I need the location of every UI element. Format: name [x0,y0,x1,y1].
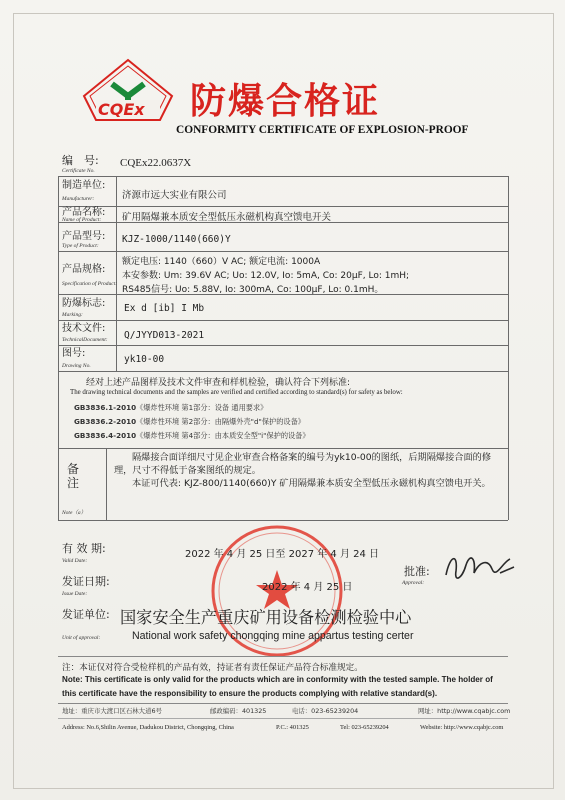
drawing-no-value: yk10-00 [124,354,165,365]
product-type-label: 产品型号: [62,231,106,242]
specification-label-en: Specification of Product: [62,281,118,287]
standard-desc: 《爆炸性环境 第1部分：设备 通用要求》 [136,403,268,412]
issue-value: 2022 年 4 月 25 日 [262,582,353,593]
product-name-label: 产品名称: [62,207,106,218]
certificate-no-label-en: Certificate No. [62,168,95,174]
manufacturer-value: 济源市远大实业有限公司 [122,190,227,201]
standard-desc: 《爆炸性环境 第4部分：由本质安全型"i"保护的设备》 [136,431,310,440]
standard-code: GB3836.2-2010 [74,417,137,426]
notes-label-en: Note（a） [62,510,87,516]
contact-web-en: Website: http://www.cqabjc.com [420,724,504,731]
issuer-name-cn: 国家安全生产重庆矿用设备检测检验中心 [120,608,412,627]
contact-address-en: Address: No.6,Shilin Avenue, Dadukou District, Chongqing, China [62,724,234,731]
contact-web-cn: 网址：http://www.cqabjc.com [418,707,511,715]
tech-docs-label-en: TechnicalDocument: [62,337,108,343]
drawing-no-label: 图号: [62,348,86,359]
product-type-value: KJZ-1000/1140(660)Y [122,234,231,245]
standard-code: GB3836.4-2010 [74,431,137,440]
statement-cn: 经对上述产品图样及技术文件审查和样机检验，确认符合下列标准: [86,378,351,388]
notes-label: 备 注 [66,462,92,490]
certificate-no-value: CQEx22.0637X [120,157,192,169]
standard-code: GB3836.1-2010 [74,403,137,412]
product-name-label-en: Name of Product: [62,217,102,223]
certificate-no-label: 编 号: [62,154,99,167]
footer-note-cn: 注：本证仅对符合受检样机的产品有效，持证者有责任保证产品符合标准规定。 [62,663,363,673]
statement-en: The drawing technical documents and the samples are verified and certified according to standard(s) for safety as below: [70,389,403,396]
notes-text-2: 本证可代表: KJZ-800/1140(660)Y 矿用隔爆兼本质安全型低压永磁机构真空馈电开关。 [132,478,491,489]
contact-postcode-en: P.C.: 401325 [276,724,309,731]
specification-label: 产品规格: [62,264,106,275]
contact-address-cn: 地址：重庆市大渡口区石林大道6号 [62,707,162,715]
issuer-label-en: Unit of approval: [62,635,101,641]
issuer-label: 发证单位: [62,608,110,621]
marking-label-en: Marking: [62,312,83,318]
footer-note-en-2: this certificate have the responsibility to ensure the products complying with relative standard(s). [62,689,438,698]
marking-value: Ex d [ib] I Mb [124,303,205,314]
spec-line-2: 本安参数: Um: 39.6V AC; Uo: 12.0V, Io: 5mA, Co: 20μF, Lo: 1mH; [122,271,410,281]
tech-docs-value: Q/JYYD013-2021 [124,330,205,341]
validity-value: 2022 年 4 月 25 日至 2027 年 4 月 24 日 [185,549,380,560]
contact-postcode-cn: 邮政编码：401325 [210,707,267,715]
spec-line-3: RS485信号: Uo: 5.88V, Io: 300mA, Co: 100μF, Lo: 0.1mH。 [122,285,384,295]
approval-signature-icon [440,545,520,589]
drawing-no-label-en: Drawing No. [62,363,91,369]
issue-label: 发证日期: [62,575,110,588]
manufacturer-label: 制造单位: [62,180,106,191]
title-en: CONFORMITY CERTIFICATE OF EXPLOSION-PROOF [176,124,469,136]
issue-label-en: Issue Date: [62,591,88,597]
tech-docs-label: 技术文件: [62,323,106,334]
notes-text-1: 隔爆接合面详细尺寸见企业审查合格备案的编号为yk10-00的图纸，后期隔爆接合面的修理，尺寸不得低于备案图纸的规定。 [114,452,492,476]
approval-label-en: Approval: [402,580,425,586]
marking-label: 防爆标志: [62,298,106,309]
logo-text: CQEx [98,100,145,119]
validity-label: 有 效 期: [62,542,106,555]
footer-note-en-1: Note: This certificate is only valid for the products which are in conformity with the tested sample. The holder of [62,675,493,684]
spec-line-1: 额定电压: 1140（660）V AC; 额定电流: 1000A [122,257,321,267]
issuer-name-en: National work safety chongqing mine appartus testing certer [132,630,414,642]
approval-label: 批准: [404,565,430,578]
product-type-label-en: Type of Product: [62,243,99,249]
validity-label-en: Valid Date: [62,558,88,564]
standard-desc: 《爆炸性环境 第2部分：由隔爆外壳"d"保护的设备》 [136,417,305,426]
manufacturer-label-en: Manufacturer: [62,196,95,202]
contact-tel-cn: 电话：023-65239204 [292,707,359,715]
title-cn: 防爆合格证 [190,81,381,122]
contact-tel-en: Tel: 023-65239204 [340,724,389,731]
product-name-value: 矿用隔爆兼本质安全型低压永磁机构真空馈电开关 [122,212,332,223]
